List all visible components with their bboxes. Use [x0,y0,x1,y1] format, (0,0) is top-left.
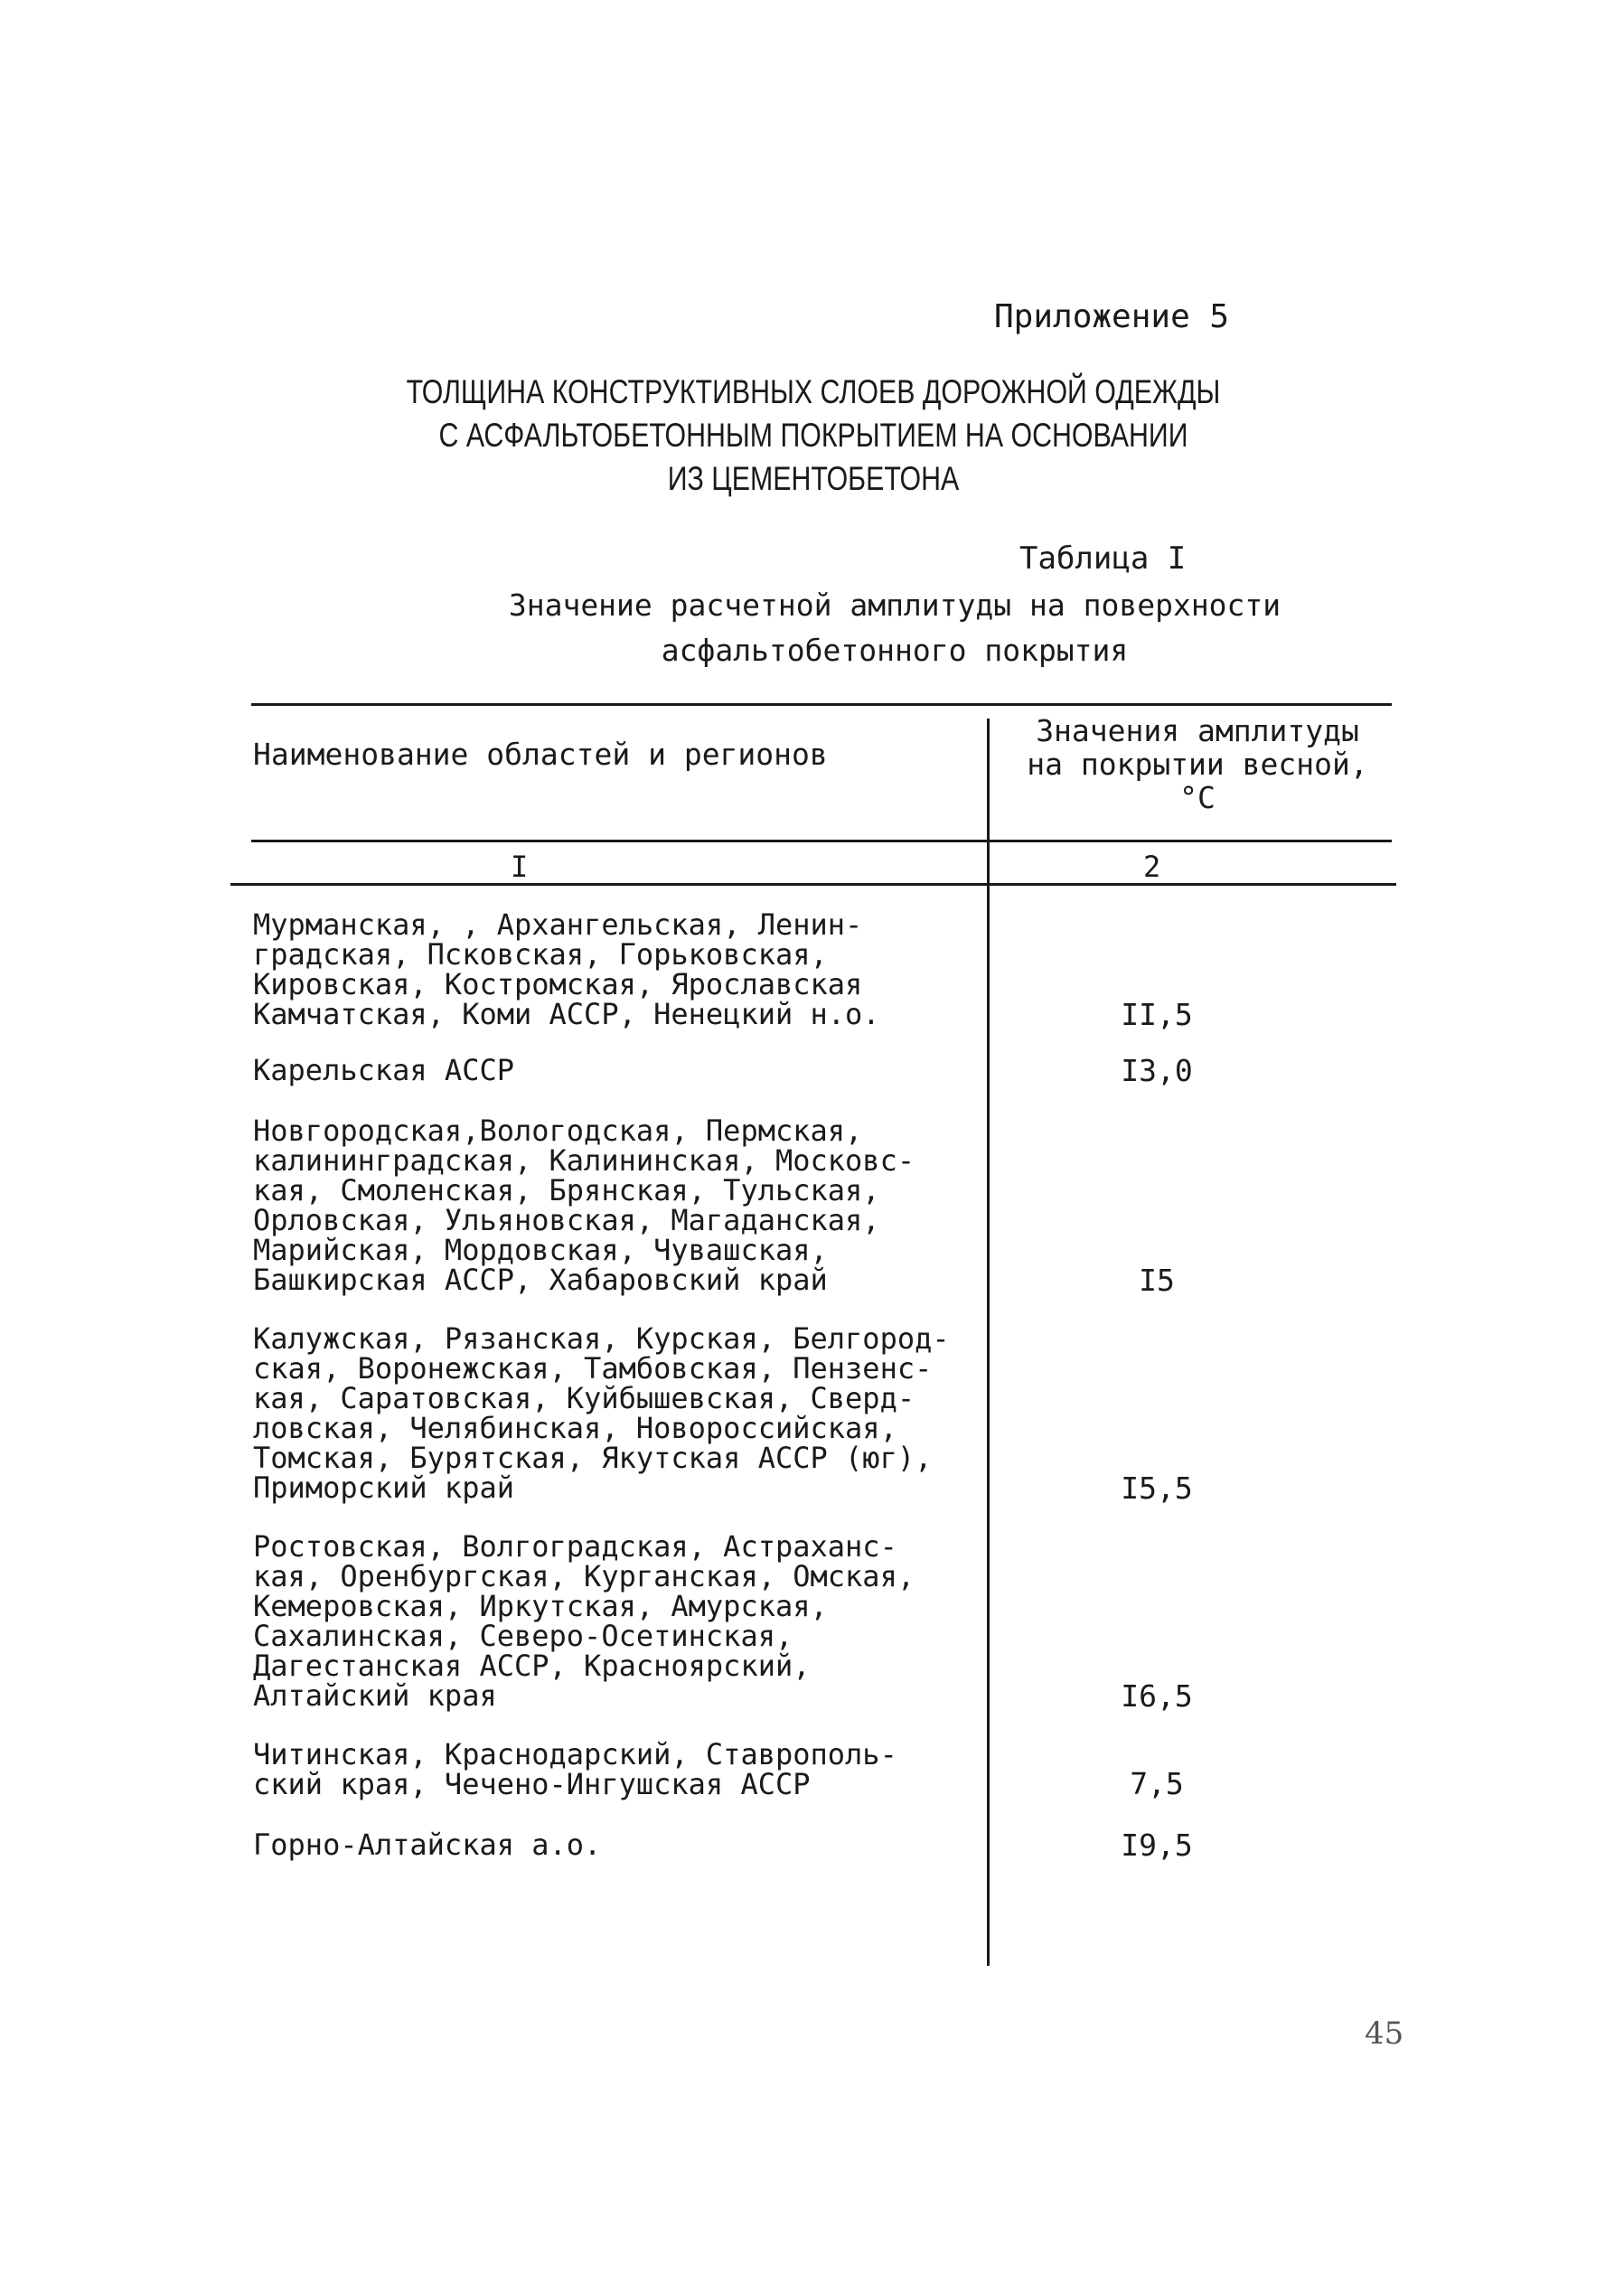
table-top-rule [251,703,1392,706]
region-line: кая, Саратовская, Куйбышевская, Сверд- [253,1381,915,1415]
appendix-label: Приложение 5 [994,298,1230,335]
region-line: калининградская, Калининская, Московс- [253,1143,915,1178]
column-header-amplitude [990,714,1405,814]
region-line: Кировская, Костромская, Ярославская [253,967,863,1001]
header-bottom-rule [251,840,1392,842]
region-line: Читинская, Краснодарский, Ставрополь- [253,1737,897,1771]
page-number: 45 [1365,2016,1404,2052]
region-line: Кемеровская, Иркутская, Амурская, [253,1589,828,1623]
caption-line: асфальтобетонного покрытия [661,633,1129,668]
table-row-value: I5 [1139,1263,1175,1298]
table-row-value: I3,0 [1121,1053,1193,1088]
region-line: ский края, Чечено-Ингушская АССР [253,1767,811,1801]
region-line: Карельская АССР [253,1053,514,1087]
table-row-region [253,1321,976,1505]
region-line: Алтайский края [253,1678,497,1713]
region-line: Башкирская АССР, Хабаровский край [253,1263,828,1297]
region-line: Ростовская, Волгоградская, Астраханс- [253,1529,897,1564]
column-header-region: Наименование областей и регионов [253,737,828,772]
region-line: Марийская, Мордовская, Чувашская, [253,1233,828,1267]
document-title [369,371,1258,501]
region-line: ская, Воронежская, Тамбовская, Пензенс- [253,1351,933,1386]
region-line: Томская, Бурятская, Якутская АССР (юг), [253,1441,933,1475]
title-line: ТОЛЩИНА КОНСТРУКТИВНЫХ СЛОЕВ ДОРОЖНОЙ ОДЕЖДЫ [406,373,1221,410]
header-line: на покрытии весной, [1027,747,1368,782]
region-line: Новгородская,Вологодская, Пермская, [253,1114,863,1148]
caption-line: Значение расчетной амплитуды на поверхности [508,587,1281,623]
table-row-region [253,907,976,1031]
region-line: градская, Псковская, Горьковская, [253,937,828,972]
table-caption [398,583,1392,673]
region-line: Орловская, Ульяновская, Магаданская, [253,1203,880,1237]
region-line: Камчатская, Коми АССР, Ненецкий н.о. [253,997,880,1031]
table-row-region [253,1737,976,1801]
region-line: Мурманская, , Архангельская, Ленин- [253,907,863,942]
region-line: Дагестанская АССР, Красноярский, [253,1649,811,1683]
table-row-value: 7,5 [1130,1766,1184,1801]
region-line: ловская, Челябинская, Новороссийская, [253,1411,897,1445]
header-line: Значения амплитуды [1036,713,1359,748]
title-line: ИЗ ЦЕМЕНТОБЕТОНА [667,460,960,497]
column-number-1: I [511,850,529,884]
table-row-value: I9,5 [1121,1828,1193,1863]
region-line: кая, Смоленская, Брянская, Тульская, [253,1173,880,1207]
region-line: кая, Оренбургская, Курганская, Омская, [253,1559,915,1593]
table-row-region [253,1053,976,1087]
column-number-2: 2 [1143,850,1161,884]
table-row-value: I5,5 [1121,1471,1193,1506]
table-label: Таблица I [1019,540,1187,577]
colnum-bottom-rule [230,883,1396,886]
header-line: °С [1179,780,1216,815]
region-line: Калужская, Рязанская, Курская, Белгород- [253,1321,950,1356]
column-divider [987,719,990,1966]
region-line: Приморский край [253,1471,514,1505]
table-row-region [253,1830,976,1860]
region-line: Сахалинская, Северо-Осетинская, [253,1619,793,1653]
table-row-region [253,1116,976,1295]
table-row-value: II,5 [1121,997,1193,1032]
region-line: Горно-Алтайская а.о. [253,1828,602,1862]
table-row-value: I6,5 [1121,1678,1193,1714]
table-row-region [253,1529,976,1713]
title-line: С АСФАЛЬТОБЕТОННЫМ ПОКРЫТИЕМ НА ОСНОВАНИИ [438,417,1188,454]
